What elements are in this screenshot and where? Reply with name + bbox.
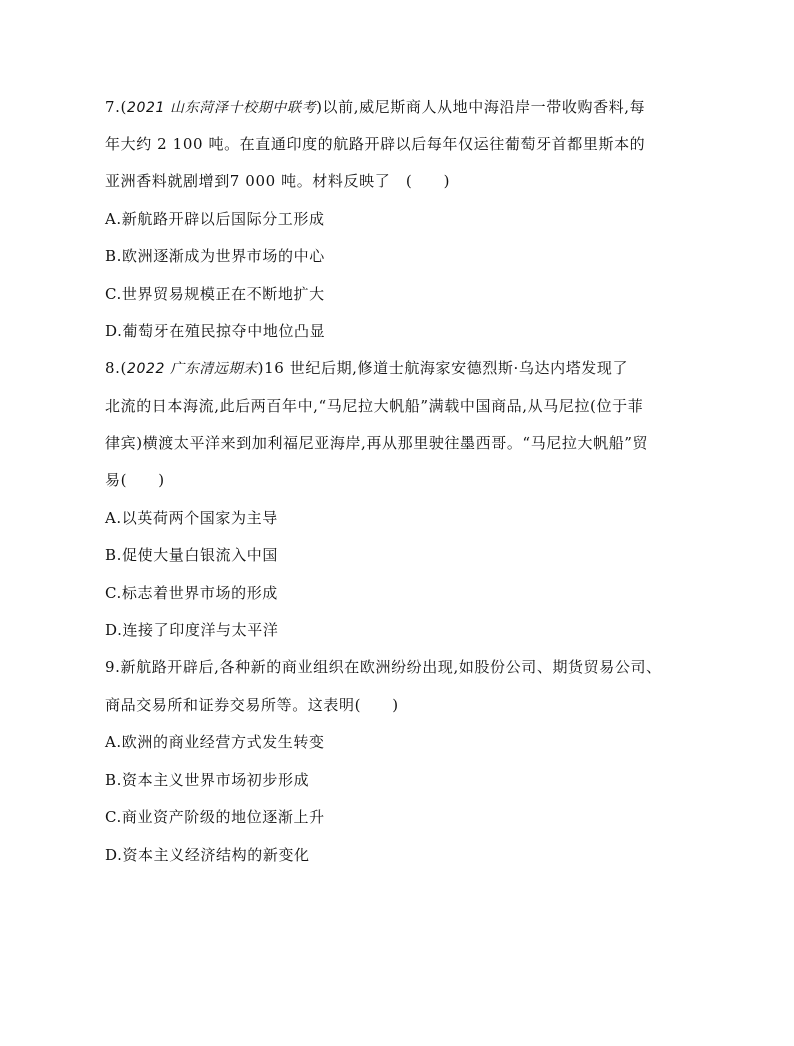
question-8-stem-line-3: 律宾)横渡太平洋来到加利福尼亚海岸,再从那里驶往墨西哥。“马尼拉大帆船”贸: [105, 434, 649, 452]
question-9-stem-line-2: 商品交易所和证券交易所等。这表明( ): [105, 696, 399, 714]
question-7-option-d: D.葡萄牙在殖民掠夺中地位凸显: [105, 322, 326, 340]
question-7-option-b: B.欧洲逐渐成为世界市场的中心: [105, 247, 325, 265]
question-7-stem-line-1: [105, 97, 645, 118]
question-8-stem-line-4: 易( ): [105, 471, 165, 489]
question-7-stem-rest: )以前,威尼斯商人从地中海沿岸一带收购香料,每: [316, 98, 646, 116]
question-8-option-a: A.以英荷两个国家为主导: [105, 509, 278, 527]
question-8-option-b: B.促使大量白银流入中国: [105, 546, 278, 564]
question-7-stem-line-3: 亚洲香料就剧增到7 000 吨。材料反映了 ( ): [105, 172, 451, 190]
question-9-stem-line-1: 9.新航路开辟后,各种新的商业组织在欧洲纷纷出现,如股份公司、期货贸易公司、: [105, 658, 662, 676]
question-8-prefix: 8.(: [105, 359, 127, 377]
question-9-option-b: B.资本主义世界市场初步形成: [105, 771, 310, 789]
question-8-source: 2022 广东清远期末: [126, 361, 258, 377]
question-8-option-d: D.连接了印度洋与太平洋: [105, 621, 279, 639]
question-8-stem-line-1: [105, 358, 628, 379]
question-7-option-c: C.世界贸易规模正在不断地扩大: [105, 285, 325, 303]
question-9-option-c: C.商业资产阶级的地位逐渐上升: [105, 808, 325, 826]
question-9-option-d: D.资本主义经济结构的新变化: [105, 846, 310, 864]
question-8-option-c: C.标志着世界市场的形成: [105, 584, 278, 602]
question-8-stem-rest: )16 世纪后期,修道士航海家安德烈斯·乌达内塔发现了: [257, 359, 629, 377]
question-7-source: 2021 山东菏泽十校期中联考: [126, 100, 317, 116]
question-9-option-a: A.欧洲的商业经营方式发生转变: [105, 733, 325, 751]
question-7-stem-line-2: 年大约 2 100 吨。在直通印度的航路开辟以后每年仅运往葡萄牙首都里斯本的: [105, 135, 646, 153]
question-7-option-a: A.新航路开辟以后国际分工形成: [105, 210, 325, 228]
question-7-prefix: 7.(: [105, 98, 127, 116]
question-8-stem-line-2: 北流的日本海流,此后两百年中,“马尼拉大帆船”满载中国商品,从马尼拉(位于菲: [105, 397, 644, 415]
